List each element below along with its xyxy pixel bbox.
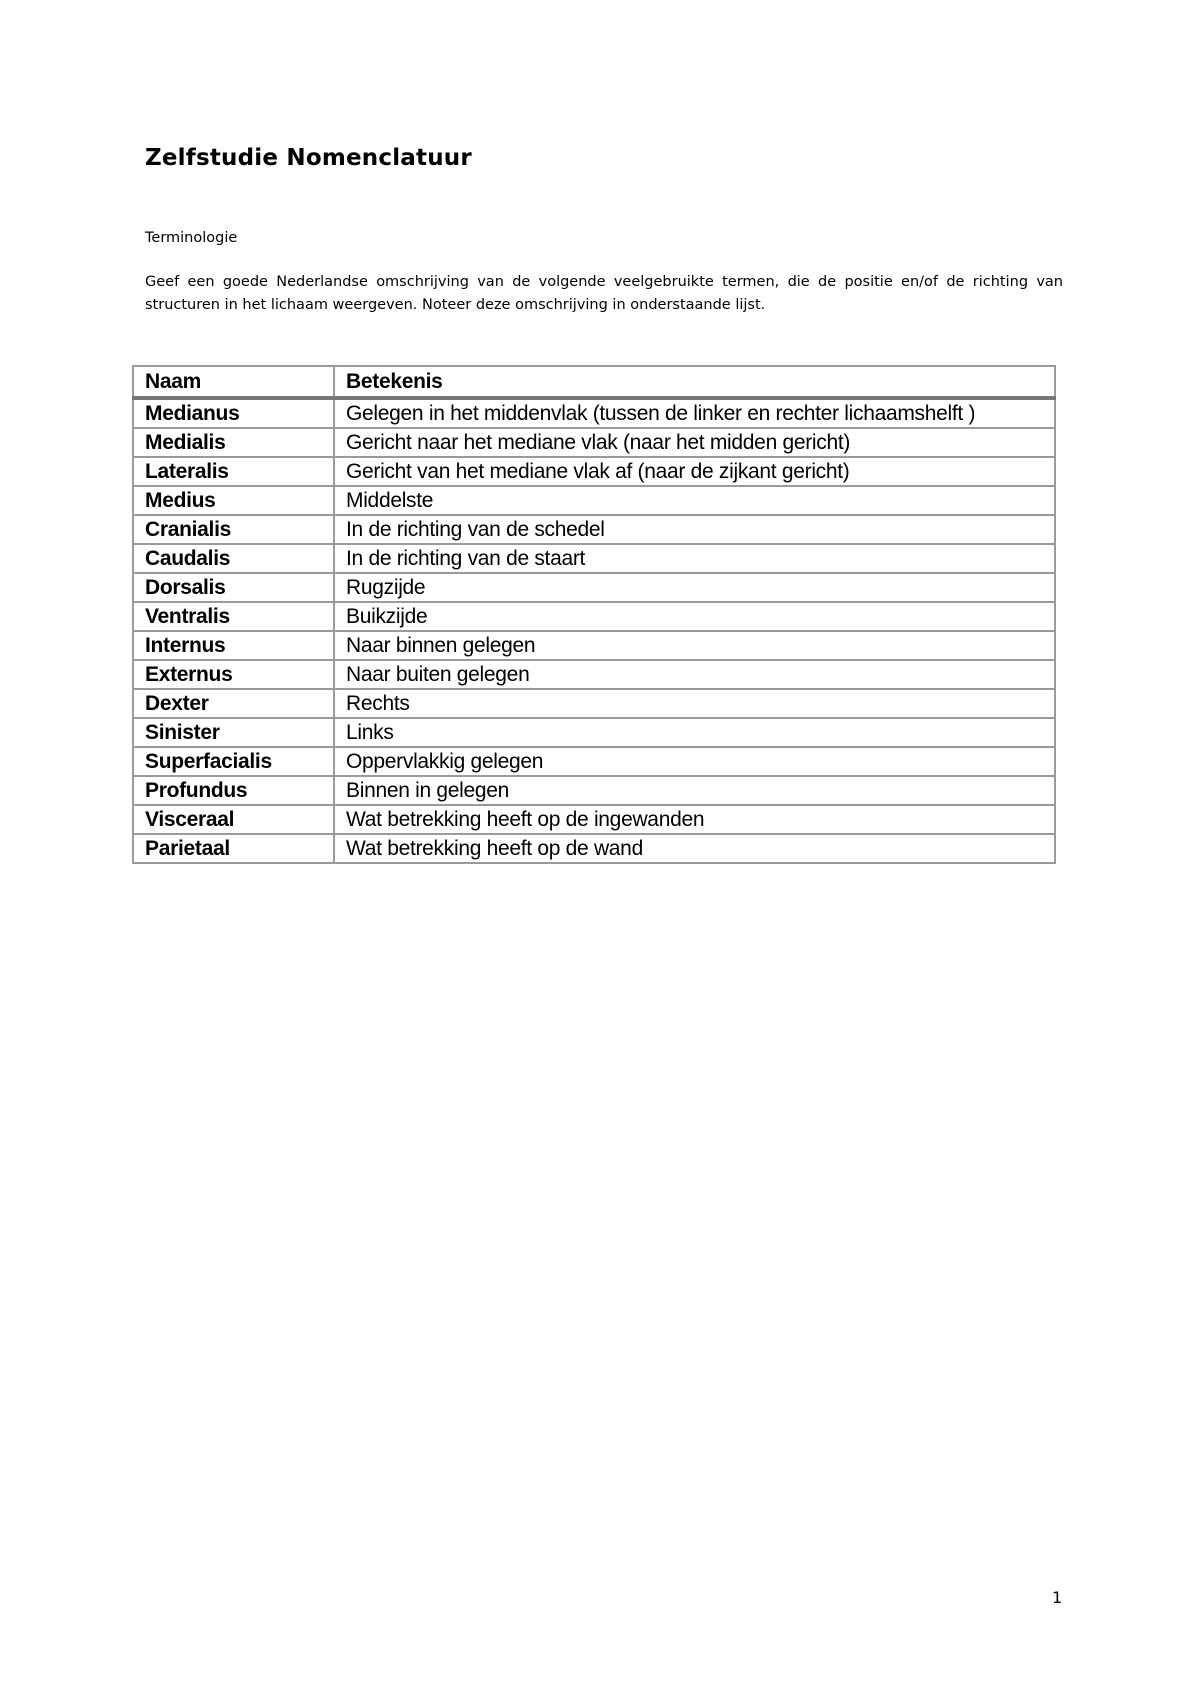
table-row [133, 834, 1055, 863]
term-cell: Dorsalis [133, 573, 334, 602]
table-row [133, 398, 1055, 428]
meaning-cell: Gericht naar het mediane vlak (naar het midden gericht) [334, 428, 1055, 457]
table-row [133, 631, 1055, 660]
meaning-cell: In de richting van de schedel [334, 515, 1055, 544]
table-row [133, 457, 1055, 486]
table-row [133, 573, 1055, 602]
table-row [133, 486, 1055, 515]
meaning-cell: Binnen in gelegen [334, 776, 1055, 805]
table-header-row [133, 366, 1055, 398]
term-cell: Medianus [133, 398, 334, 428]
meaning-cell: Gericht van het mediane vlak af (naar de zijkant gericht) [334, 457, 1055, 486]
meaning-cell: Naar binnen gelegen [334, 631, 1055, 660]
term-cell: Medius [133, 486, 334, 515]
table-row [133, 776, 1055, 805]
column-header-meaning: Betekenis [334, 366, 1055, 398]
meaning-cell: Wat betrekking heeft op de ingewanden [334, 805, 1055, 834]
table-row [133, 428, 1055, 457]
term-cell: Lateralis [133, 457, 334, 486]
meaning-cell: Middelste [334, 486, 1055, 515]
term-cell: Internus [133, 631, 334, 660]
column-header-name: Naam [133, 366, 334, 398]
term-cell: Sinister [133, 718, 334, 747]
term-cell: Parietaal [133, 834, 334, 863]
table-row [133, 602, 1055, 631]
term-cell: Superfacialis [133, 747, 334, 776]
instructions-paragraph: Geef een goede Nederlandse omschrijving van de volgende veelgebruikte termen, die de positie en/of de richting van structuren in het lichaam weergeven. Noteer deze omschrijving in onderstaande lijst. [145, 274, 1063, 313]
page-title: Zelfstudie Nomenclatuur [145, 145, 472, 171]
meaning-cell: Gelegen in het middenvlak (tussen de linker en rechter lichaamshelft ) [334, 398, 1055, 428]
term-cell: Cranialis [133, 515, 334, 544]
table-row [133, 718, 1055, 747]
meaning-cell: Oppervlakkig gelegen [334, 747, 1055, 776]
meaning-cell: Rugzijde [334, 573, 1055, 602]
term-cell: Medialis [133, 428, 334, 457]
term-cell: Dexter [133, 689, 334, 718]
meaning-cell: Wat betrekking heeft op de wand [334, 834, 1055, 863]
page-number: 1 [1052, 1588, 1063, 1607]
term-cell: Ventralis [133, 602, 334, 631]
table-row [133, 747, 1055, 776]
meaning-cell: Buikzijde [334, 602, 1055, 631]
section-label: Terminologie [145, 230, 238, 246]
table-row [133, 544, 1055, 573]
table-row [133, 660, 1055, 689]
term-cell: Caudalis [133, 544, 334, 573]
meaning-cell: In de richting van de staart [334, 544, 1055, 573]
meaning-cell: Naar buiten gelegen [334, 660, 1055, 689]
table-row [133, 805, 1055, 834]
meaning-cell: Rechts [334, 689, 1055, 718]
terminology-table [132, 365, 1056, 864]
meaning-cell: Links [334, 718, 1055, 747]
table-row [133, 515, 1055, 544]
term-cell: Visceraal [133, 805, 334, 834]
term-cell: Externus [133, 660, 334, 689]
table-row [133, 689, 1055, 718]
term-cell: Profundus [133, 776, 334, 805]
